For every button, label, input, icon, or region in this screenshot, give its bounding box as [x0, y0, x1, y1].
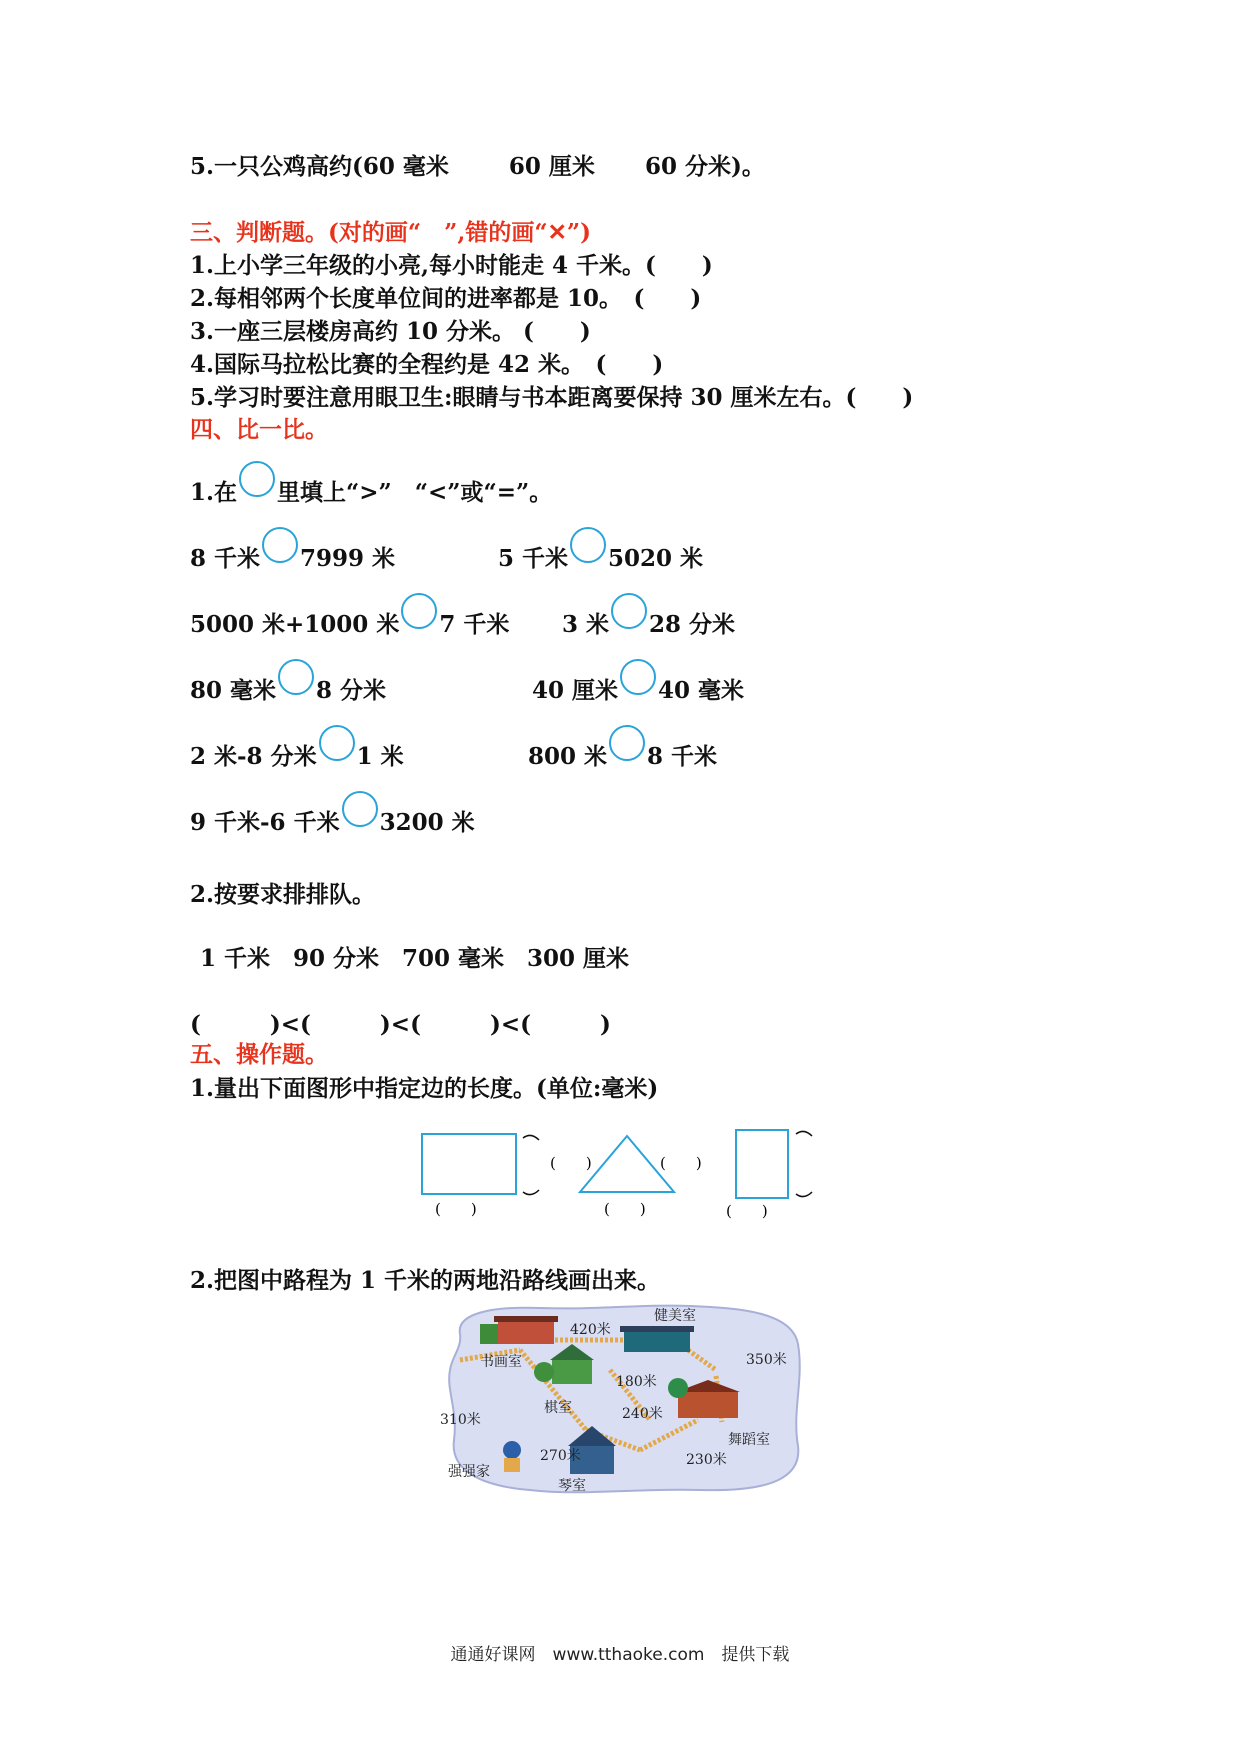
compare-right: 1 米	[356, 743, 404, 770]
distance-240: 240米	[622, 1406, 663, 1422]
rect-side-paren[interactable]: ( )	[550, 1154, 592, 1172]
compare-right: 28 分米	[649, 611, 736, 638]
compare-row-5a	[190, 808, 475, 838]
question-2-5	[190, 152, 765, 182]
compare-right: 3200 米	[379, 809, 475, 836]
square-bottom-paren[interactable]: ( )	[726, 1202, 768, 1220]
footer-source: 通通好课网 www.tthaoke.com 提供下载	[450, 1645, 790, 1665]
triangle-side-paren[interactable]: ( )	[660, 1154, 702, 1172]
distance-180: 180米	[616, 1374, 657, 1390]
compare-instruction	[190, 478, 552, 508]
compare-right: 40 毫米	[658, 677, 745, 704]
compare-row-4b	[528, 742, 717, 772]
rect-bottom-paren[interactable]: ( )	[435, 1200, 477, 1218]
compare-circle[interactable]	[262, 527, 298, 563]
q5-option-2: 60 厘米	[508, 153, 595, 180]
sort-items: 1 千米 90 分米 700 毫米 300 厘米	[200, 945, 630, 972]
section-4-title: 四、比一比。	[190, 416, 328, 443]
compare-left: 2 米-8 分米	[190, 743, 317, 770]
compare-circle[interactable]	[342, 791, 378, 827]
compare-row-1a	[190, 544, 395, 574]
compare-circle[interactable]	[611, 593, 647, 629]
compare-left: 5 千米	[498, 545, 569, 572]
compare-left: 80 毫米	[190, 677, 277, 704]
compare-left: 9 千米-6 千米	[190, 809, 340, 836]
label-home: 强强家	[448, 1464, 490, 1480]
instruction-start: 1.在	[190, 479, 238, 506]
compare-right: 5020 米	[608, 545, 704, 572]
compare-circle[interactable]	[401, 593, 437, 629]
q5-option-3: 60 分米)。	[644, 153, 765, 180]
judge-question-1: 1.上小学三年级的小亮,每小时能走 4 千米。( )	[190, 252, 713, 279]
section-5-title: 五、操作题。	[190, 1041, 328, 1068]
compare-left: 800 米	[528, 743, 608, 770]
judge-question-5: 5.学习时要注意用眼卫生:眼睛与书本距离要保持 30 厘米左右。( )	[190, 384, 914, 411]
square-shape	[736, 1130, 812, 1198]
route-question: 2.把图中路程为 1 千米的两地沿路线画出来。	[190, 1267, 661, 1294]
compare-row-1b	[498, 544, 703, 574]
compare-circle[interactable]	[319, 725, 355, 761]
distance-270: 270米	[540, 1448, 581, 1464]
compare-circle[interactable]	[609, 725, 645, 761]
label-dance: 舞蹈室	[728, 1432, 770, 1448]
building-fitness-icon	[620, 1326, 694, 1352]
measure-question: 1.量出下面图形中指定边的长度。(单位:毫米)	[190, 1075, 659, 1102]
q5-option-1: 5.一只公鸡高约(60 毫米	[190, 153, 449, 180]
section-3-title: 三、判断题。(对的画“ ”,错的画“✕”)	[190, 219, 591, 246]
compare-row-2a	[190, 610, 509, 640]
compare-left: 40 厘米	[532, 677, 619, 704]
judge-question-2: 2.每相邻两个长度单位间的进率都是 10。 ( )	[190, 285, 702, 312]
compare-right: 8 千米	[647, 743, 718, 770]
compare-left: 8 千米	[190, 545, 261, 572]
compare-right: 8 分米	[316, 677, 387, 704]
label-calligraphy: 书画室	[480, 1354, 522, 1370]
sort-answer-blanks[interactable]: ( )<( )<( )<( )	[190, 1011, 611, 1038]
rectangle-shape	[422, 1134, 539, 1195]
compare-right: 7 千米	[439, 611, 510, 638]
compare-row-3b	[532, 676, 744, 706]
judge-question-3: 3.一座三层楼房高约 10 分米。 ( )	[190, 318, 591, 345]
compare-row-2b	[562, 610, 735, 640]
distance-420: 420米	[570, 1322, 611, 1338]
instruction-end: 里填上“>” “<”或“=”。	[277, 479, 553, 506]
compare-left: 3 米	[562, 611, 610, 638]
distance-230: 230米	[686, 1452, 727, 1468]
distance-350: 350米	[746, 1352, 787, 1368]
route-map	[440, 1300, 810, 1500]
compare-row-4a	[190, 742, 404, 772]
distance-310: 310米	[440, 1412, 481, 1428]
compare-row-3a	[190, 676, 386, 706]
compare-circle[interactable]	[570, 527, 606, 563]
label-fitness: 健美室	[654, 1308, 696, 1324]
compare-left: 5000 米+1000 米	[190, 611, 400, 638]
compare-circle-icon	[239, 461, 275, 497]
triangle-bottom-paren[interactable]: ( )	[604, 1200, 646, 1218]
sort-question: 2.按要求排排队。	[190, 881, 376, 908]
label-chess: 棋室	[544, 1400, 572, 1416]
measure-shapes	[410, 1110, 830, 1220]
compare-circle[interactable]	[278, 659, 314, 695]
compare-right: 7999 米	[300, 545, 396, 572]
judge-question-4: 4.国际马拉松比赛的全程约是 42 米。 ( )	[190, 351, 664, 378]
compare-circle[interactable]	[620, 659, 656, 695]
label-piano: 琴室	[558, 1478, 586, 1494]
